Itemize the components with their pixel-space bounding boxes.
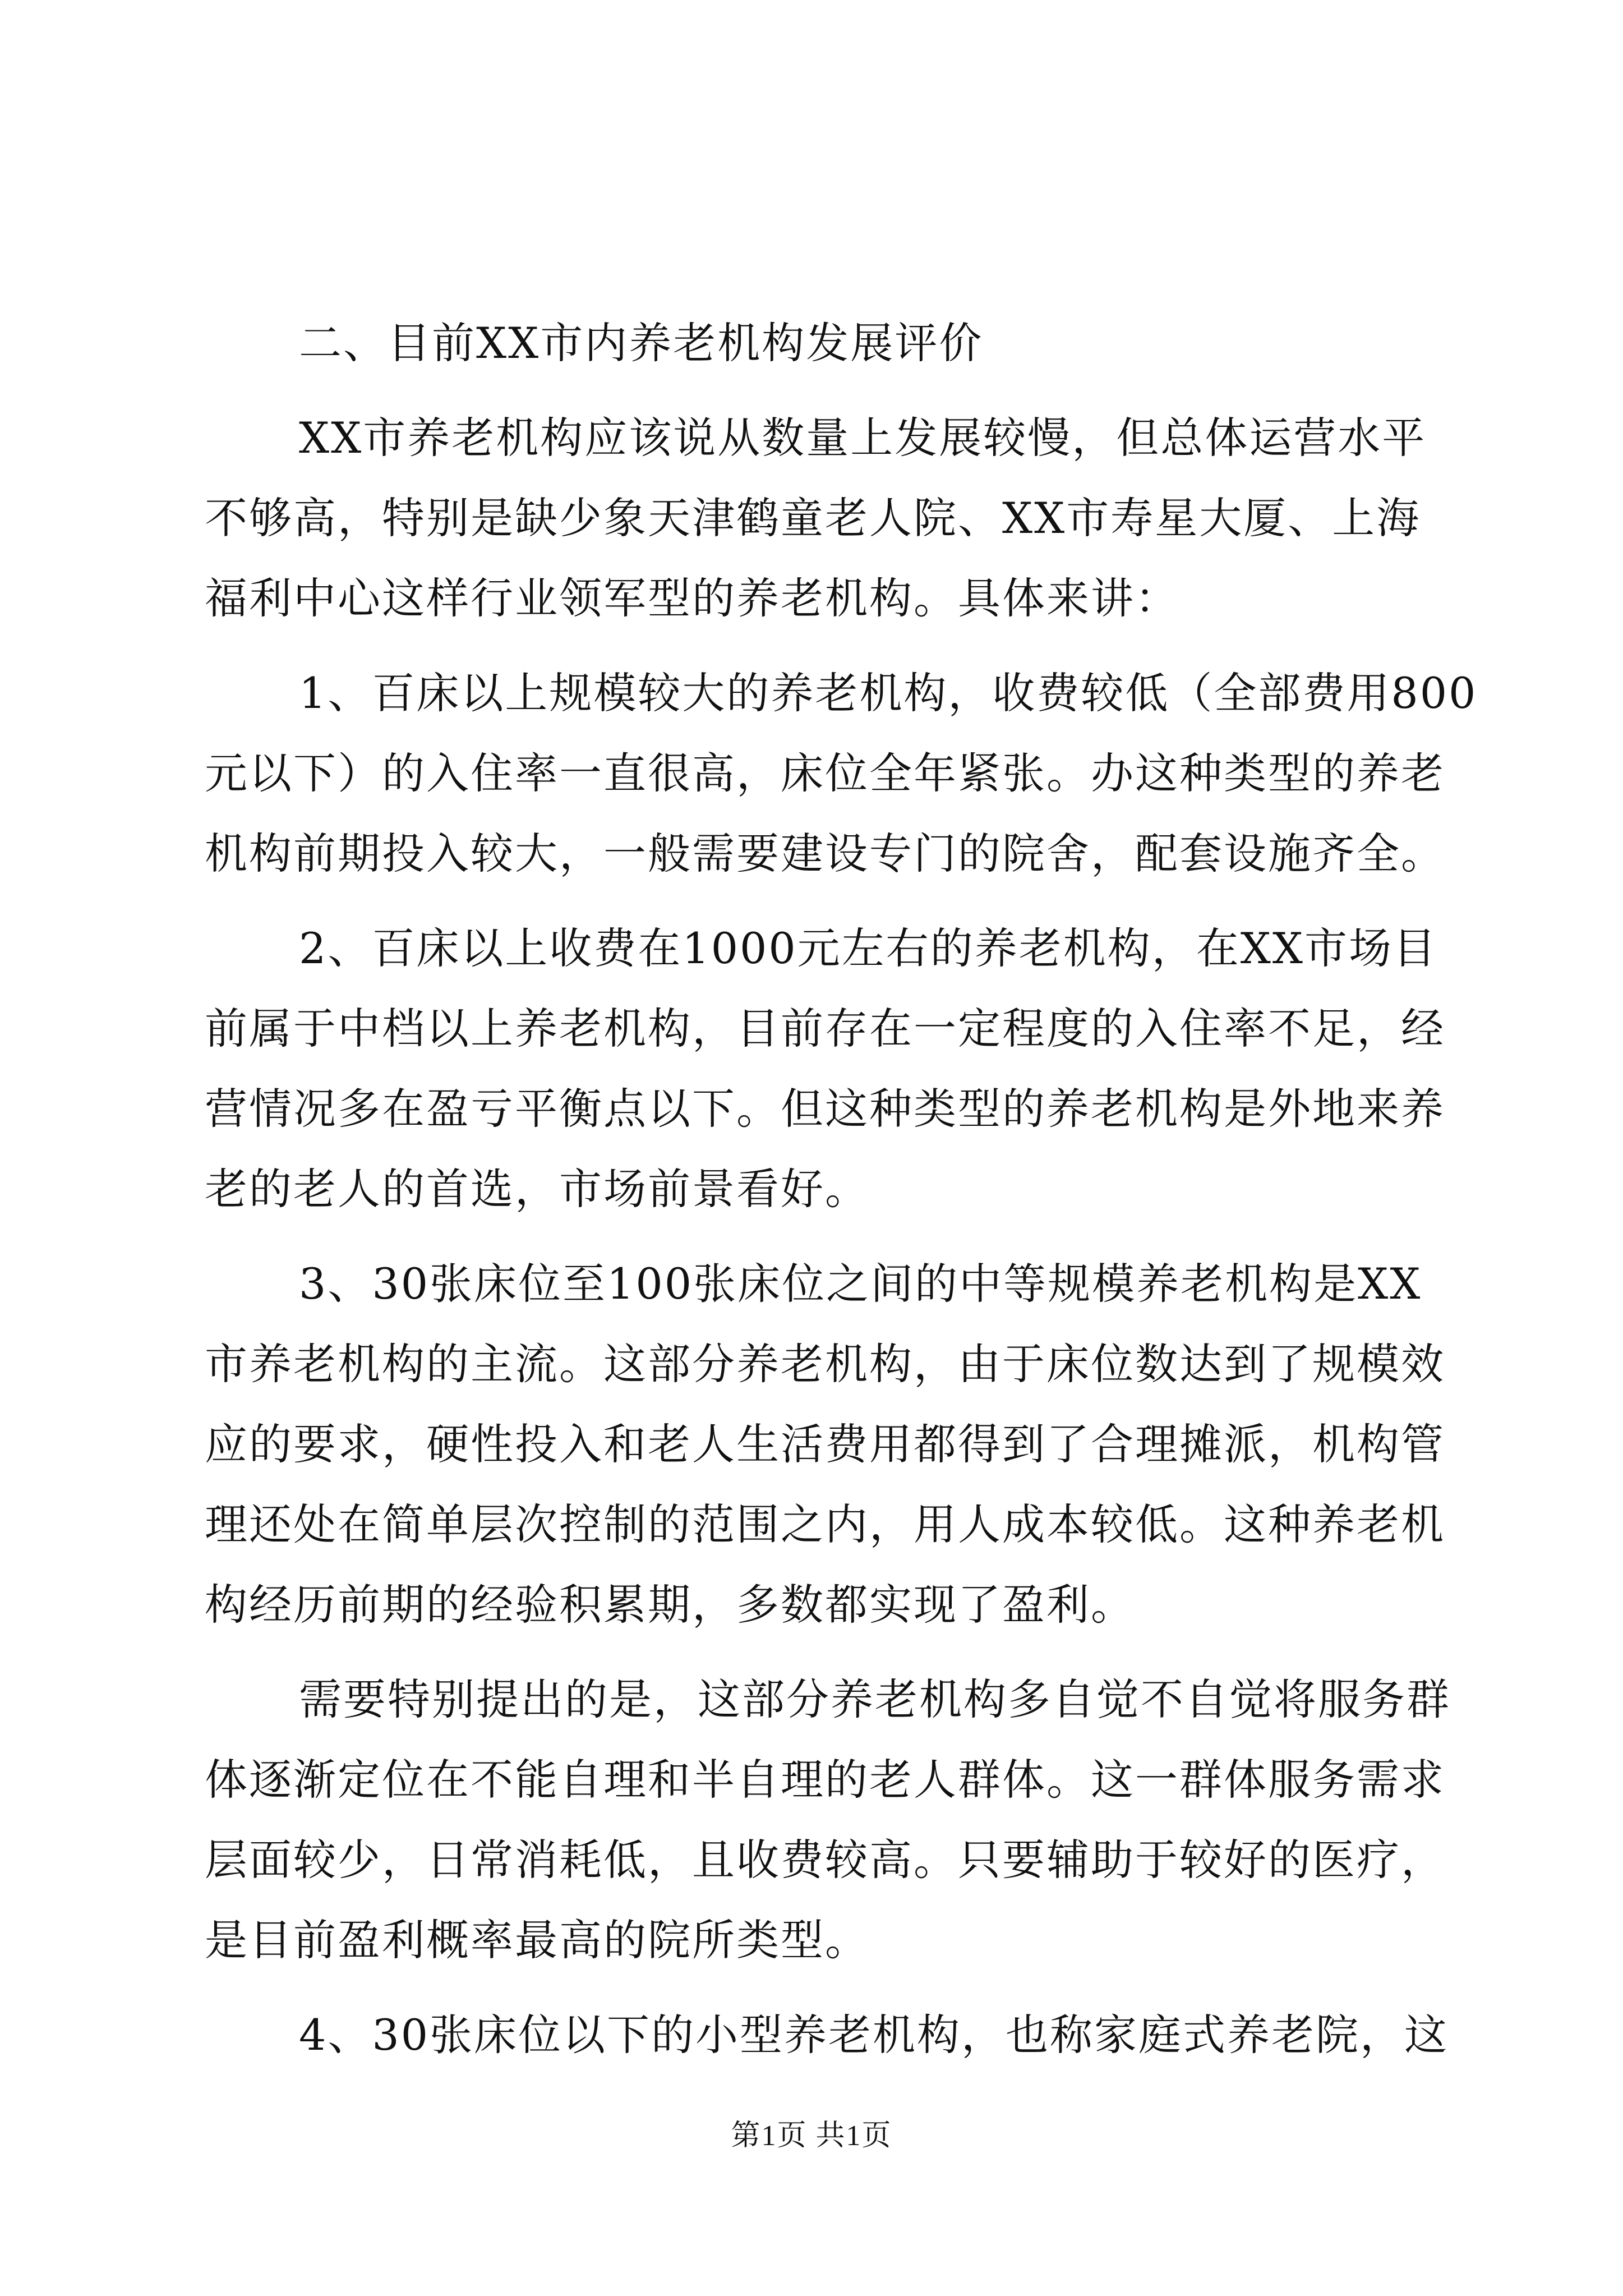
paragraph-line: 是目前盈利概率最高的院所类型。 (205, 1915, 869, 1965)
paragraph-line: XX市养老机构应该说从数量上发展较慢，但总体运营水平 (299, 413, 1427, 463)
paragraph-line: 3、30张床位至100张床位之间的中等规模养老机构是XX (299, 1259, 1422, 1309)
paragraph-line: 不够高，特别是缺少象天津鹤童老人院、XX市寿星大厦、上海 (205, 493, 1421, 543)
paragraph-line: 福利中心这样行业领军型的养老机构。具体来讲： (205, 573, 1179, 623)
paragraph-line: 前属于中档以上养老机构，目前存在一定程度的入住率不足，经 (205, 1004, 1445, 1053)
paragraph-line: 市养老机构的主流。这部分养老机构，由于床位数达到了规模效 (205, 1339, 1445, 1389)
paragraph-line: 营情况多在盈亏平衡点以下。但这种类型的养老机构是外地来养 (205, 1084, 1445, 1134)
paragraph-line: 1、百床以上规模较大的养老机构，收费较低（全部费用800 (299, 668, 1478, 718)
paragraph-line: 需要特别提出的是，这部分养老机构多自觉不自觉将服务群 (299, 1674, 1451, 1724)
page-footer: 第1页 共1页 (731, 2120, 892, 2152)
paragraph-line: 层面较少，日常消耗低，且收费较高。只要辅助于较好的医疗， (205, 1835, 1445, 1885)
paragraph-line: 元以下）的入住率一直很高，床位全年紧张。办这种类型的养老 (205, 748, 1445, 798)
paragraph-line: 体逐渐定位在不能自理和半自理的老人群体。这一群体服务需求 (205, 1755, 1445, 1805)
paragraph-line: 机构前期投入较大，一般需要建设专门的院舍，配套设施齐全。 (205, 829, 1445, 878)
paragraph-line: 应的要求，硬性投入和老人生活费用都得到了合理摊派，机构管 (205, 1419, 1445, 1469)
document-body (205, 303, 1478, 2075)
paragraph-line: 2、百床以上收费在1000元左右的养老机构，在XX市场目 (299, 923, 1437, 973)
paragraph-line: 4、30张床位以下的小型养老机构，也称家庭式养老院，这 (299, 2010, 1449, 2060)
paragraph-line: 老的老人的首选，市场前景看好。 (205, 1164, 869, 1214)
section-heading: 二、目前XX市内养老机构发展评价 (299, 318, 984, 368)
paragraph-line: 理还处在简单层次控制的范围之内，用人成本较低。这种养老机 (205, 1499, 1445, 1549)
paragraph-line: 构经历前期的经验积累期，多数都实现了盈利。 (205, 1580, 1135, 1630)
